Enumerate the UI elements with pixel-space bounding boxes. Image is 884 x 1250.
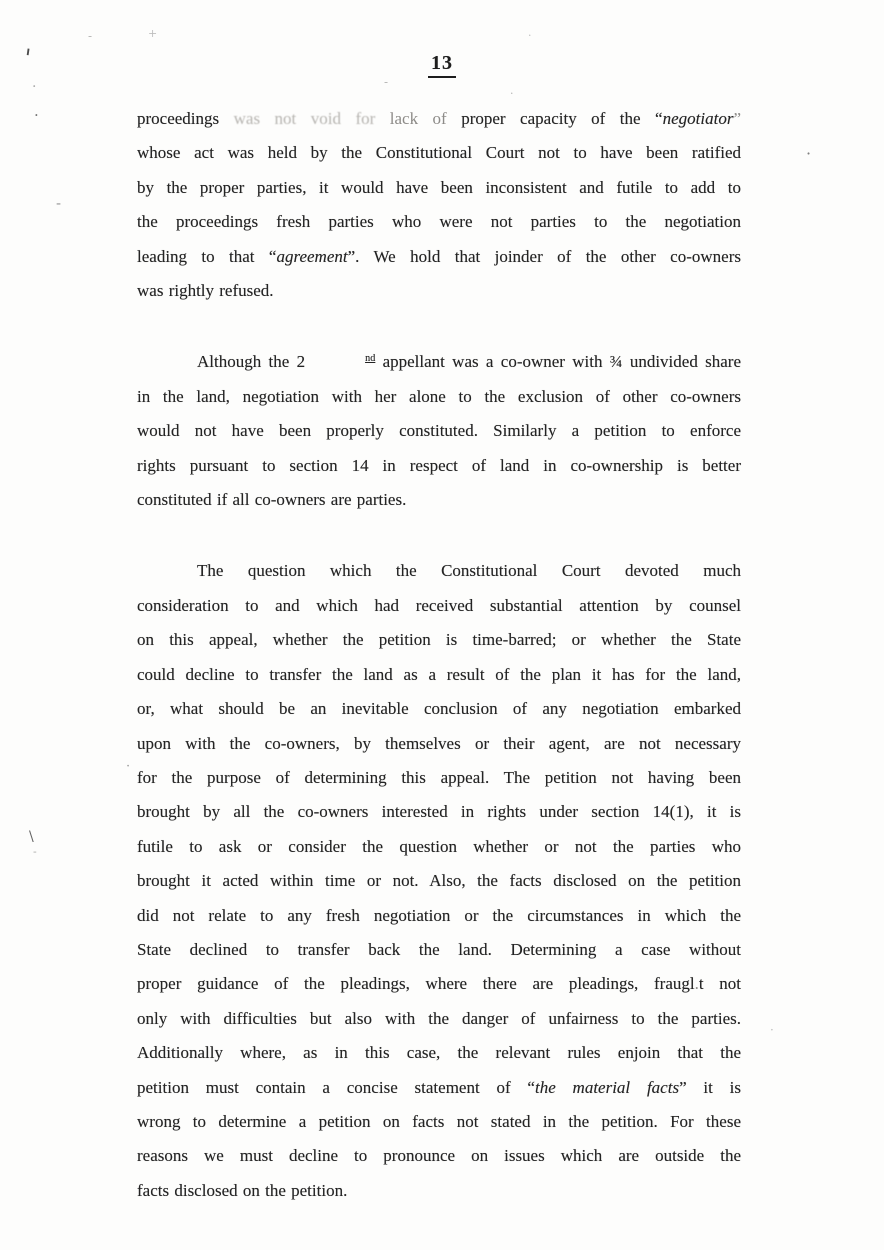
page-number [0,52,884,78]
text-segment-dim: ” [733,109,741,128]
text-segment: for the purpose of determining this appeal. The petition not having been [137,767,741,787]
text-segment: ”. We hold that joinder of the other co-owners [347,246,741,266]
scan-artifact: · [126,759,131,774]
text-line [137,623,741,657]
text-line [137,899,741,933]
text-line [137,1139,741,1173]
text-segment-dim: lack of [389,109,447,128]
text-segment: was rightly refused. [137,281,274,301]
text-line: Although the 2 nd appellant was a co-owner with ¾ undivided share [197,352,741,372]
text-line [137,933,741,967]
paragraph [137,554,741,1208]
text-line [137,483,741,517]
text-segment: the proceedings fresh parties who were not parties to the negotiation [137,212,741,232]
text-line [137,449,741,483]
text-block [137,102,741,1208]
text-segment: proper capacity of the “ [446,109,663,128]
text-line [137,761,741,795]
scan-artifact: - [33,845,37,858]
scan-artifact: · [34,106,39,124]
text-segment: petition must contain a concise statement of “ [137,1077,535,1097]
text-segment: Additionally where, as in this case, the relevant rules enjoin that the [137,1043,741,1063]
text-segment: or, what should be an inevitable conclusion of any negotiation embarked [137,699,741,719]
text-segment-italic: negotiator [662,109,734,128]
text-segment: brought it acted within time or not. Also, the facts disclosed on the petition [137,871,741,891]
text-segment: The question which the Constitutional Court devoted much [197,561,741,581]
text-segment: did not relate to any fresh negotiation or the circumstances in which the [137,905,741,925]
text-segment: t not [698,974,742,994]
text-line [137,171,741,205]
text-segment: consideration to and which had received substantial attention by counsel [137,595,741,615]
text-segment: brought by all the co-owners interested in rights under section 14(1), it is [137,802,741,822]
text-segment-italic: agreement [276,246,348,266]
text-segment: constituted if all co-owners are parties. [137,490,407,510]
text-line [137,1105,741,1139]
text-segment: could decline to transfer the land as a result of the plan it has for the land, [137,664,741,684]
text-line [137,967,741,1001]
text-line [137,274,741,308]
text-segment: appellant was a co-owner with ¾ undivided share [375,352,741,372]
text-segment-italic: the material facts [534,1077,680,1097]
text-line [137,658,741,692]
text-line [137,1002,741,1036]
text-segment: futile to ask or consider the question whether or not the parties who [137,836,741,856]
scan-artifact: + [148,27,158,40]
text-segment: State declined to transfer back the land. Determining a case without [137,939,741,959]
text-segment: facts disclosed on the petition. [137,1180,348,1200]
text-line [137,1174,741,1208]
text-segment: rights pursuant to section 14 in respect of land in co-ownership is better [137,455,741,475]
text-line [137,692,741,726]
text-segment: by the proper parties, it would have been inconsistent and futile to add to [137,177,741,197]
text-line [137,205,741,239]
page-number-text: 13 [428,52,456,78]
text-line [137,589,741,623]
text-segment: proper guidance of the pleadings, where there are pleadings, fraugl [137,974,695,994]
text-segment-dim: . [694,974,699,994]
scan-artifact: · [770,1023,774,1037]
text-line [137,102,741,136]
paragraph [137,102,741,308]
text-line [137,414,741,448]
text-segment: whose act was held by the Constitutional Court not to have been ratified [137,143,741,163]
text-line [137,1071,741,1105]
text-segment: in the land, negotiation with her alone to the exclusion of other co-owners [137,386,741,406]
text-segment: ” it is [679,1077,741,1097]
text-line [137,240,741,274]
text-line [137,727,741,761]
scan-artifact: · [32,79,37,95]
text-segment-faded: was not void for [233,109,390,128]
text-line [137,136,741,170]
scan-artifact: · [806,144,812,163]
text-segment: proceedings [137,109,234,128]
paragraph [137,345,741,517]
text-line [137,554,741,588]
text-segment: reasons we must decline to pronounce on issues which are outside the [137,1146,741,1166]
text-line [137,864,741,898]
text-segment: on this appeal, whether the petition is time-barred; or whether the State [137,630,741,650]
text-line [137,830,741,864]
scan-artifact: \ [29,829,34,845]
scan-artifact: - [56,194,62,212]
text-segment: only with difficulties but also with the danger of unfairness to the parties. [137,1008,741,1028]
text-line [137,795,741,829]
scan-artifact: - [384,75,389,89]
scan-artifact: · [528,29,532,42]
text-segment: wrong to determine a petition on facts not stated in the petition. For these [137,1111,741,1131]
text-line [137,1036,741,1070]
text-segment: upon with the co-owners, by themselves or their agent, are not necessary [137,733,741,753]
scan-artifact: - [88,29,93,43]
scan-artifact: ' [22,43,33,73]
text-line [137,380,741,414]
text-segment: leading to that “ [137,246,277,266]
text-segment: would not have been properly constituted. Similarly a petition to enforce [137,421,741,441]
text-segment: Although the 2 [197,352,306,372]
scan-artifact: · [510,87,514,100]
